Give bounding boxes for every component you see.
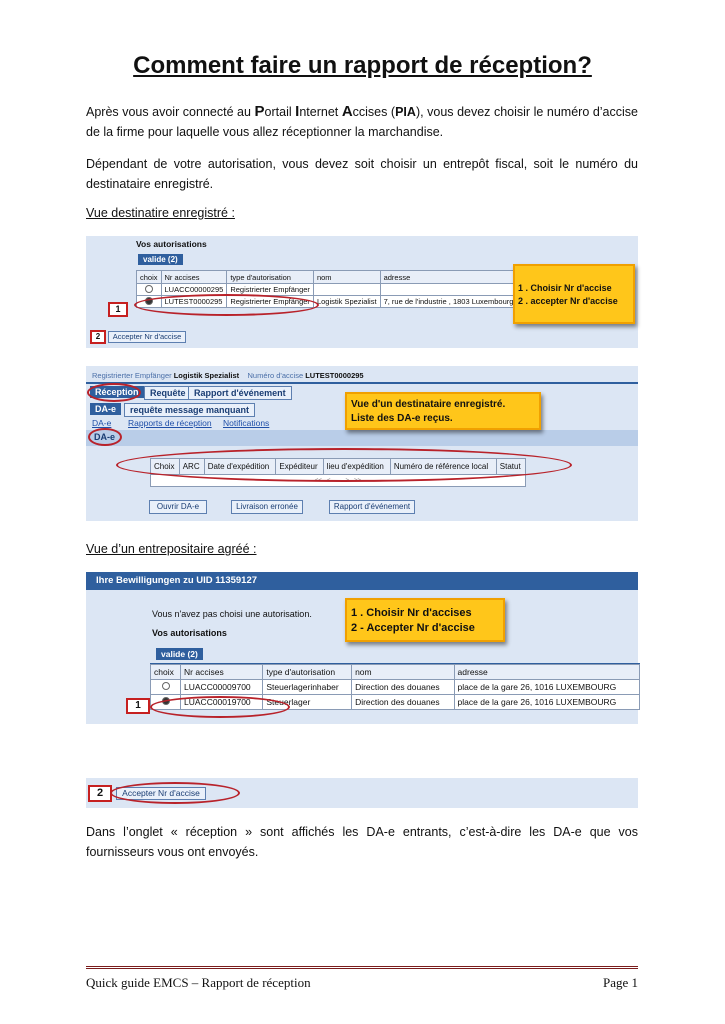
screenshot-autorisations-entrepositaire [86, 572, 638, 724]
col-nr-accises: Nr accises [161, 271, 227, 284]
tab-reception[interactable]: Réception [90, 386, 144, 398]
paragraph-reception: Dans l’onglet « réception » sont affichés les DA-e entrants, c’est-à-dire les DA-e que vos fournisseurs vous ont envoyés. [86, 825, 638, 859]
cell-nom [313, 284, 380, 296]
accept-accise-button[interactable]: Accepter Nr d'accise [108, 331, 186, 343]
intro-pia: PIA [395, 105, 416, 119]
pager-last[interactable]: >> [354, 477, 362, 484]
highlight-ellipse [87, 383, 141, 402]
radio-button[interactable] [145, 285, 153, 293]
callout-line-1: Vue d'un destinataire enregistré. [351, 399, 506, 410]
cell-adresse: place de la gare 26, 1016 LUXEMBOURG [454, 680, 639, 695]
step-marker-1: 1 [126, 698, 150, 714]
step-marker-1: 1 [108, 302, 128, 317]
cell-nr: LUTEST0000295 [161, 296, 227, 308]
col-statut: Statut [496, 459, 525, 475]
paragraph-autorisation: Dépendant de votre autorisation, vous devez soit choisir un entrepôt fiscal, soit le numéro du destinataire enregistré. [86, 157, 638, 191]
col-choix: Choix [151, 459, 180, 475]
tab-requete[interactable]: Requête [144, 386, 192, 400]
intro-letter-i: I [295, 103, 300, 120]
autorisations-heading: Vos autorisations [136, 239, 207, 249]
cell-type: Steuerlager [263, 695, 352, 710]
cell-adresse: place de la gare 26, 1016 LUXEMBOURG [454, 695, 639, 710]
info-label: Numéro d'accise [247, 371, 304, 380]
col-nom: nom [313, 271, 380, 284]
open-dae-button[interactable]: Ouvrir DA-e [149, 500, 207, 514]
rapport-evenement-button[interactable]: Rapport d'événement [329, 500, 415, 514]
cell-nr: LUACC00009700 [181, 680, 263, 695]
info-value: Logistik Spezialist [173, 371, 240, 380]
page-title: Comment faire un rapport de réception? [133, 52, 592, 79]
col-adresse: adresse [454, 665, 639, 680]
callout-box [345, 392, 541, 430]
callout-line-2: Liste des DA-e reçus. [351, 413, 453, 424]
page-number: Page 1 [602, 975, 638, 990]
section-heading-entrepositaire: Vue d’un entrepositaire agréé : [86, 542, 257, 556]
info-value: LUTEST0000295 [305, 371, 364, 380]
col-choix: choix [137, 271, 162, 284]
tab-valide[interactable]: valide (2) [138, 254, 183, 265]
info-label: Registrierter Empfänger [92, 371, 172, 380]
cell-adresse: 7, rue de l'industrie , 1803 Luxembourg [380, 296, 517, 308]
highlight-ellipse [88, 428, 122, 446]
col-type: type d'autorisation [263, 665, 352, 680]
link-dae[interactable]: DA-e [92, 418, 112, 428]
link-notifications[interactable]: Notifications [223, 418, 270, 428]
callout-box [345, 598, 505, 642]
cell-adresse [380, 284, 517, 296]
footer-title: Quick guide EMCS – Rapport de réception [86, 975, 311, 990]
highlight-ellipse [150, 696, 290, 718]
pager-prev[interactable]: < [326, 477, 331, 484]
col-expediteur: Expéditeur [276, 459, 323, 475]
callout-line-2: 2 . accepter Nr d'accise [518, 296, 618, 306]
cell-nom: Direction des douanes [352, 680, 454, 695]
tab-valide[interactable]: valide (2) [156, 648, 203, 660]
screenshot-reception [86, 366, 638, 521]
intro-text: nternet [299, 105, 342, 119]
col-lieu-expedition: lieu d'expédition [323, 459, 390, 475]
step-marker-2: 2 [88, 785, 112, 802]
cell-nr: LUACC00000295 [161, 284, 227, 296]
screenshot-accept-button [86, 778, 638, 808]
livraison-erronee-button[interactable]: Livraison erronée [231, 500, 303, 514]
intro-letter-p: P [254, 103, 265, 120]
cell-nom: Logistik Spezialist [313, 296, 380, 308]
info-bar [92, 371, 364, 380]
cell-type: Registrierter Empfänger [227, 284, 314, 296]
col-nr-accises: Nr accises [181, 665, 263, 680]
section-dae-label: DA-e [94, 432, 116, 442]
link-rapports-reception[interactable]: Rapports de réception [128, 418, 212, 428]
col-date-expedition: Date d'expédition [204, 459, 276, 475]
pager-next[interactable]: > [345, 477, 350, 484]
intro-text: ortail [264, 105, 296, 119]
callout-line-1: 1 . Choisir Nr d'accises [351, 607, 472, 619]
notice-text: Vous n'avez pas choisi une autorisation. [152, 609, 312, 619]
divider [86, 382, 638, 384]
col-numero-reference: Numéro de référence local [390, 459, 496, 475]
intro-text: ccises ( [352, 105, 396, 119]
cell-type: Steuerlagerinhaber [263, 680, 352, 695]
subtab-requete-message[interactable]: requête message manquant [124, 403, 255, 417]
section-heading-destinataire: Vue destinatire enregistré : [86, 206, 235, 220]
section-bar [86, 430, 638, 446]
intro-text: ), vous devez choisir le numéro d’accise de la firme pour laquelle vous allez réceptionner la marchandise. [86, 105, 638, 139]
tab-rapport-evenement[interactable]: Rapport d'événement [188, 386, 292, 400]
highlight-ellipse [110, 782, 240, 804]
table-row[interactable] [151, 680, 640, 695]
callout-line-1: 1 . Choisir Nr d'accise [518, 283, 612, 293]
step-marker-2: 2 [90, 330, 106, 344]
intro-text: Après vous avoir connecté au [86, 105, 255, 119]
highlight-ellipse [116, 448, 572, 482]
highlight-ellipse [134, 294, 319, 316]
col-adresse: adresse [380, 271, 517, 284]
cell-nr: LUACC00019700 [181, 695, 263, 710]
col-arc: ARC [179, 459, 204, 475]
intro-letter-a: A [341, 103, 353, 120]
col-nom: nom [352, 665, 454, 680]
bewilligungen-header: Ihre Bewilligungen zu UID 11359127 [86, 572, 638, 590]
accept-accise-button[interactable]: Accepter Nr d'accise [116, 787, 206, 800]
col-choix: choix [151, 665, 181, 680]
callout-box [513, 264, 635, 324]
pager-first[interactable]: << [314, 477, 322, 484]
page-footer [86, 966, 638, 991]
intro-paragraph [86, 102, 638, 142]
callout-line-2: 2 - Accepter Nr d'accise [351, 622, 475, 634]
col-type: type d'autorisation [227, 271, 314, 284]
autorisations-heading: Vos autorisations [152, 628, 227, 638]
subtab-dae[interactable]: DA-e [90, 403, 121, 415]
cell-nom: Direction des douanes [352, 695, 454, 710]
radio-button[interactable] [162, 682, 170, 690]
screenshot-autorisations-destinataire [86, 236, 638, 348]
cell-type: Registrierter Empfänger [227, 296, 314, 308]
